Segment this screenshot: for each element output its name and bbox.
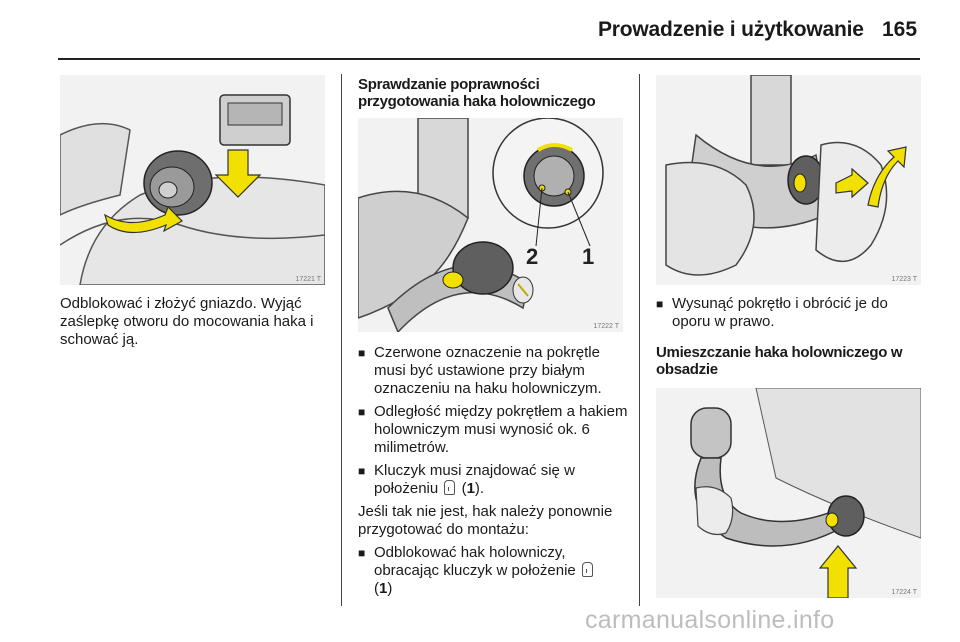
page-header-title: Prowadzenie i użytkowanie: [598, 18, 864, 41]
page-number: 165: [882, 18, 918, 41]
figure-code: 17224 T: [891, 589, 917, 596]
col3-heading: Umieszczanie haka holowniczego w obsadzie: [656, 344, 903, 378]
figure-socket-unlock: [60, 75, 325, 285]
key-unlocked-icon: [444, 480, 455, 495]
col2-fix-list: [358, 544, 633, 603]
col1-paragraph: Odblokować i złożyć gniazdo. Wyjąć zaślepkę otworu do mocowania haka i schować ją.: [60, 295, 314, 348]
list-item: ■ Czerwone oznaczenie na pokrętle musi być ustawione przy białym oznaczeniu na haku holowniczym.: [358, 344, 602, 397]
bullet-marker: ■: [358, 464, 366, 478]
col2-heading: Sprawdzanie poprawności przygotowania haka holowniczego: [358, 76, 596, 110]
figure-code: 17221 T: [295, 276, 321, 283]
callout-label-2: 2: [526, 244, 539, 269]
bullet-marker: ■: [358, 405, 366, 419]
list-item: ■ Kluczyk musi znajdować się w położeniu (1).: [358, 462, 575, 497]
column-divider-2: [639, 74, 640, 606]
figure-pull-knob: [656, 75, 921, 285]
callout-label-1: 1: [582, 244, 595, 269]
figure-insert-hook: [656, 388, 921, 598]
watermark: carmanualsonline.info: [585, 606, 835, 634]
col2-paragraph: Jeśli tak nie jest, hak należy ponownie przygotować do montażu:: [358, 503, 613, 538]
list-item: ■ Odblokować hak holowniczy, obracając kluczyk w położenie (1): [358, 544, 633, 598]
bullet-marker: ■: [358, 546, 366, 560]
figure-hook-check: [358, 118, 623, 332]
figure-code: 17223 T: [891, 276, 917, 283]
bullet-marker: ■: [656, 297, 664, 311]
list-item: ■ Odległość między pokrętłem a hakiem holowniczym musi wynosić ok. 6 milimetrów.: [358, 403, 628, 456]
header-rule: [58, 58, 920, 60]
list-item: ■ Wysunąć pokrętło i obrócić je do oporu w prawo.: [656, 295, 888, 330]
bullet-marker: ■: [358, 346, 366, 360]
col2-check-list: [358, 344, 633, 503]
column-divider-1: [341, 74, 342, 606]
figure-code: 17222 T: [593, 323, 619, 330]
col3-list: [656, 295, 921, 336]
key-unlocked-icon: [582, 562, 593, 577]
